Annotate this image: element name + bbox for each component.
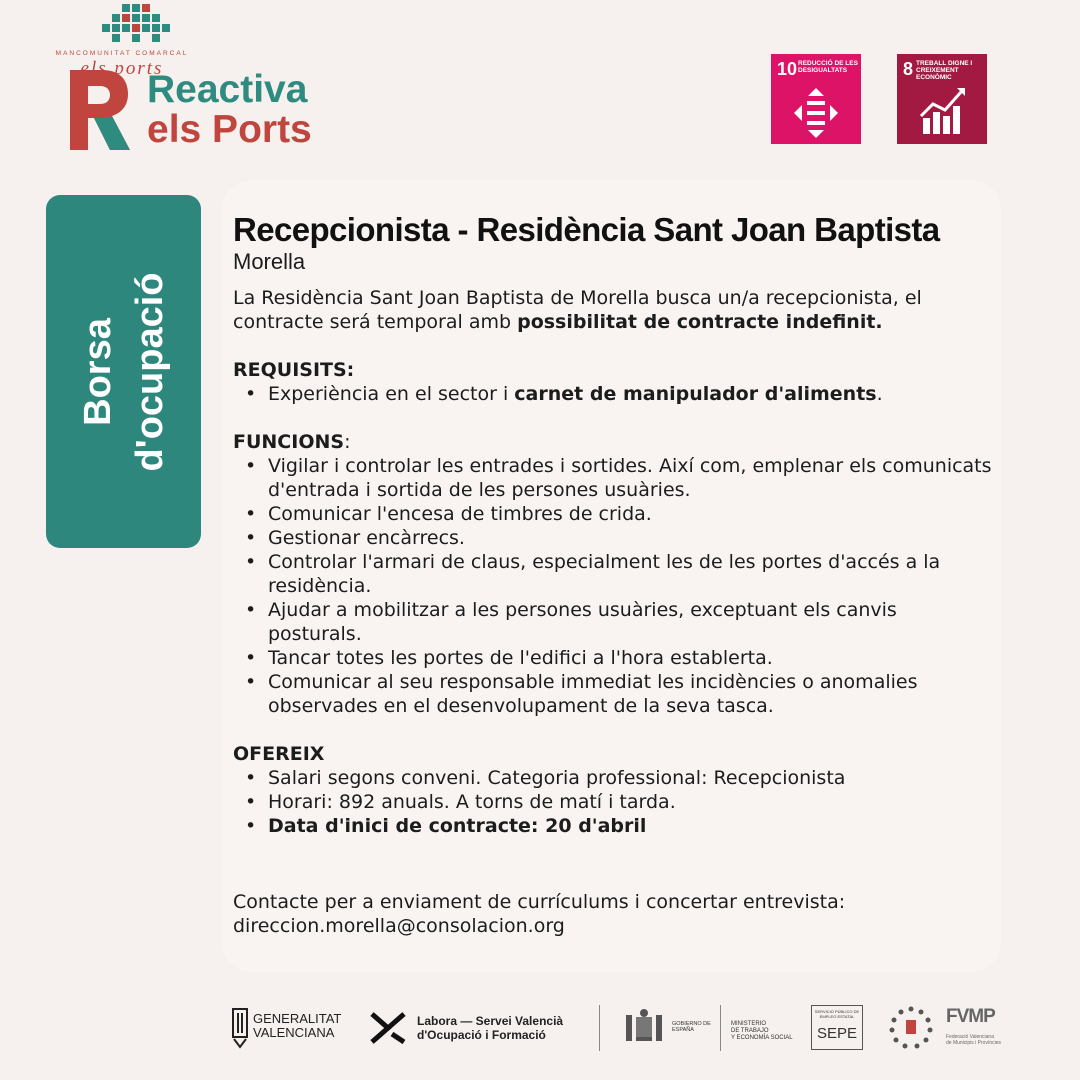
- job-title: Recepcionista - Residència Sant Joan Baptista: [233, 211, 940, 248]
- intro-bold: possibilitat de contracte indefinit.: [517, 311, 883, 333]
- ministerio-label: [731, 1021, 793, 1042]
- generalitat-label: [253, 1012, 341, 1040]
- contact-line: Contacte per a enviament de currículums i concertar entrevista:: [233, 891, 846, 913]
- funcions-label: FUNCIONS: [233, 431, 345, 453]
- requisits-list: [233, 382, 993, 406]
- sdg-title: REDUCCIÓ DE LES DESIGUALTATS: [798, 60, 858, 74]
- req-bold: carnet de manipulador d'aliments: [514, 383, 877, 405]
- job-location: Morella: [233, 249, 306, 274]
- sepe-small-label: SERVICIO PÚBLICO DE EMPLEO ESTATAL: [814, 1009, 860, 1019]
- logo-line-1: Reactiva: [147, 68, 308, 111]
- labora-line-2: d'Ocupació i Formació: [417, 1028, 546, 1042]
- fvmp-stars-icon: [886, 1004, 936, 1050]
- list-item: • Salari segons conveni. Categoria professional: Recepcionista: [233, 766, 993, 790]
- logo-line-2: els Ports: [147, 108, 312, 151]
- list-item: • Ajudar a mobilitzar a les persones usuàries, exceptuant els canvis posturals.: [233, 598, 993, 646]
- funcions-list: [233, 454, 993, 718]
- labora-label: [417, 1014, 563, 1042]
- sepe-logo: [811, 1005, 863, 1050]
- labora-icon: [368, 1008, 408, 1048]
- borsa-ocupacio-tab: [46, 195, 201, 548]
- sepe-label: SEPE: [816, 1025, 858, 1042]
- sdg-title: TREBALL DIGNE I CREIXEMENT ECONÒMIC: [916, 60, 973, 81]
- intro-text: La Residència Sant Joan Baptista de Morella busca un/a recepcionista, el contracte será temporal amb: [233, 287, 922, 333]
- list-item: • Comunicar l'encesa de timbres de crida.: [233, 502, 993, 526]
- list-item: • Tancar totes les portes de l'edifici a l'hora establerta.: [233, 646, 993, 670]
- list-item: • Vigilar i controlar les entrades i sortides. Així com, emplenar els comunicats d'entrada i sortida de les persones usuàries.: [233, 454, 993, 502]
- ofereix-list: [233, 766, 993, 838]
- generalitat-crest-icon: [230, 1003, 250, 1051]
- start-date: Data d'inici de contracte: 20 d'abril: [268, 815, 647, 837]
- fvmp-subtitle: [946, 1034, 1001, 1046]
- gobierno-label: GOBIERNO DE ESPAÑA: [672, 1021, 711, 1033]
- fvmp-line-2: de Municipis i Províncies: [946, 1040, 1002, 1046]
- req-end: .: [876, 383, 883, 405]
- funcions-colon: :: [344, 431, 351, 453]
- reduced-inequalities-icon: [771, 54, 861, 144]
- fvmp-label: FVMP: [946, 1006, 995, 1027]
- job-intro: [233, 286, 993, 334]
- fvmp-line-1: Federació Valenciana: [946, 1034, 994, 1040]
- requisits-heading: REQUISITS:: [233, 359, 355, 381]
- els-ports-label: els ports: [80, 58, 164, 79]
- labora-line-1: Labora — Servei Valencià: [417, 1014, 564, 1028]
- footer-divider: [599, 1005, 600, 1051]
- mancomunitat-label: MANCOMUNITAT COMARCAL: [55, 50, 189, 57]
- list-item: • Comunicar al seu responsable immediat les incidències o anomalies observades en el desenvolupament de la seva tasca.: [233, 670, 993, 718]
- sdg-8-tile: [897, 54, 987, 144]
- tab-label: [72, 272, 176, 471]
- ministerio-line-1: MINISTERIO: [731, 1021, 767, 1027]
- sdg-10-tile: [771, 54, 861, 144]
- funcions-heading: [233, 430, 993, 454]
- list-item: • Horari: 892 anuals. A torns de matí i tarda.: [233, 790, 993, 814]
- req-text: Experiència en el sector i: [268, 383, 515, 405]
- contact-email[interactable]: direccion.morella@consolacion.org: [233, 915, 565, 937]
- list-item: [233, 382, 993, 406]
- footer-divider: [720, 1005, 721, 1051]
- reactiva-logo-text: [147, 70, 312, 150]
- sdg-number: 10: [777, 59, 798, 79]
- tab-line-1: Borsa: [76, 317, 119, 426]
- tab-line-2: d'ocupació: [128, 271, 171, 472]
- list-item: [233, 814, 993, 838]
- gva-line-2: VALENCIANA: [253, 1025, 335, 1040]
- growth-chart-icon: [897, 54, 987, 144]
- sdg-number: 8: [903, 59, 914, 79]
- ministerio-line-3: Y ECONOMÍA SOCIAL: [731, 1035, 793, 1041]
- job-content: [233, 210, 993, 938]
- ministerio-line-2: DE TRABAJO: [731, 1028, 769, 1034]
- gva-line-1: GENERALITAT: [253, 1011, 342, 1026]
- spain-coat-of-arms-icon: [622, 1005, 666, 1049]
- list-item: • Controlar l'armari de claus, especialment les de les portes d'accés a la residència.: [233, 550, 993, 598]
- ofereix-heading: OFEREIX: [233, 743, 325, 765]
- reactiva-r-logo: [66, 68, 132, 152]
- list-item: • Gestionar encàrrecs.: [233, 526, 993, 550]
